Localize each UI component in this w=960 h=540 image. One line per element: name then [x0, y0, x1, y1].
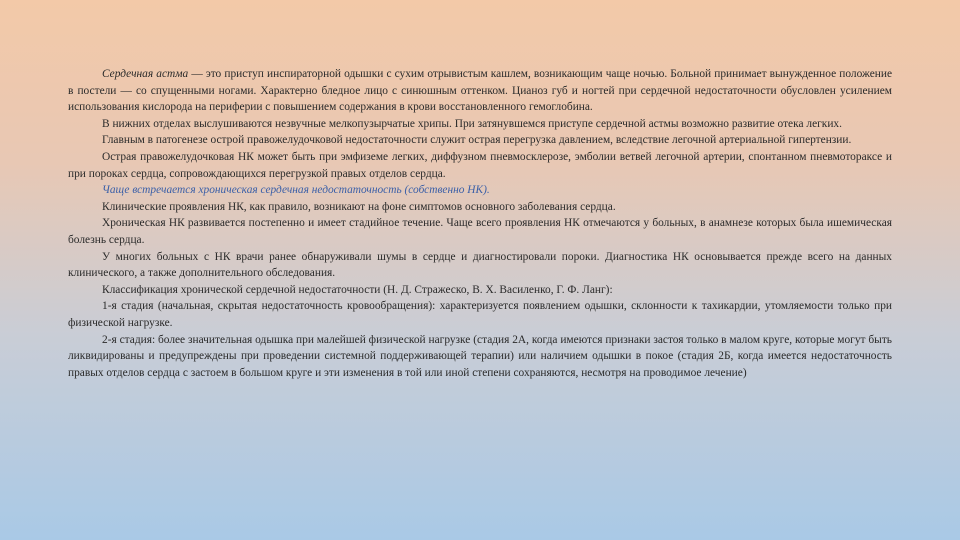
- paragraph-stage-2: 2-я стадия: более значительная одышка при малейшей физической нагрузке (стадия 2А, когда имеются признаки застоя только в малом круге, которые могут быть ликвидированы и предупреждены при проведении системной поддерживающей терапии) или наличием одышки в покое (стадия 2Б, когда имеется недостаточность правых отделов сердца с застоем в большом круге и эти изменения в той или иной степени сохраняются, несмотря на проводимое лечение): [68, 333, 892, 379]
- paragraph-diagnostics: У многих больных с НК врачи ранее обнаруживали шумы в сердце и диагностировали пороки. Диагностика НК основывается прежде всего на данных клинического, а также дополнительного обследования.: [68, 250, 892, 280]
- paragraph-text: — это приступ инспираторной одышки с сухим отрывистым кашлем, возникающим чаще ночью. Больной принимает вынужденное положение в постели — со спущенными ногами. Характерно бледное лицо с синюшным оттенком. Цианоз губ и ногтей при сердечной недостаточности обусловлен усилением использования кислорода на периферии с повышением содержания в крови восстановленного гемоглобина.: [68, 68, 893, 114]
- paragraph-cardiac-asthma: [68, 66, 892, 116]
- body-text: [68, 66, 892, 381]
- paragraph-stage-1: 1-я стадия (начальная, скрытая недостаточность кровообращения): характеризуется появлением одышки, склонности к тахикардии, утомляемости только при физической нагрузке.: [68, 300, 892, 329]
- paragraph-classification: Классификация хронической сердечной недостаточности (Н. Д. Стражеско, В. Х. Василенко, Г. Ф. Ланг):: [102, 283, 613, 296]
- paragraph-chronic-course: Хроническая НК развивается постепенно и имеет стадийное течение. Чаще всего проявления НК отмечаются у больных, в анамнезе которых была ишемическая болезнь сердца.: [68, 217, 892, 246]
- paragraph-clinical: Клинические проявления НК, как правило, возникают на фоне симптомов основного заболевания сердца.: [102, 200, 616, 213]
- paragraph-rales: В нижних отделах выслушиваются незвучные мелкопузырчатые хрипы. При затянувшемся приступе сердечной астмы возможно развитие отека легких.: [102, 117, 842, 130]
- paragraph-chronic-highlight: Чаще встречается хроническая сердечная недостаточность (собственно НК).: [102, 184, 490, 197]
- term-cardiac-asthma: Сердечная астма: [102, 68, 189, 80]
- paragraph-pathogenesis: Главным в патогенезе острой правожелудочковой недостаточности служит острая перегрузка давлением, вследствие легочной артериальной гипертензии.: [102, 134, 852, 147]
- paragraph-acute-rv-failure: Острая правожелудочковая НК может быть при эмфиземе легких, диффузном пневмосклерозе, эмболии ветвей легочной артерии, спонтанном пневмотораксе и при пороках сердца, сопровождающихся перегрузкой правых отделов сердца.: [68, 150, 892, 180]
